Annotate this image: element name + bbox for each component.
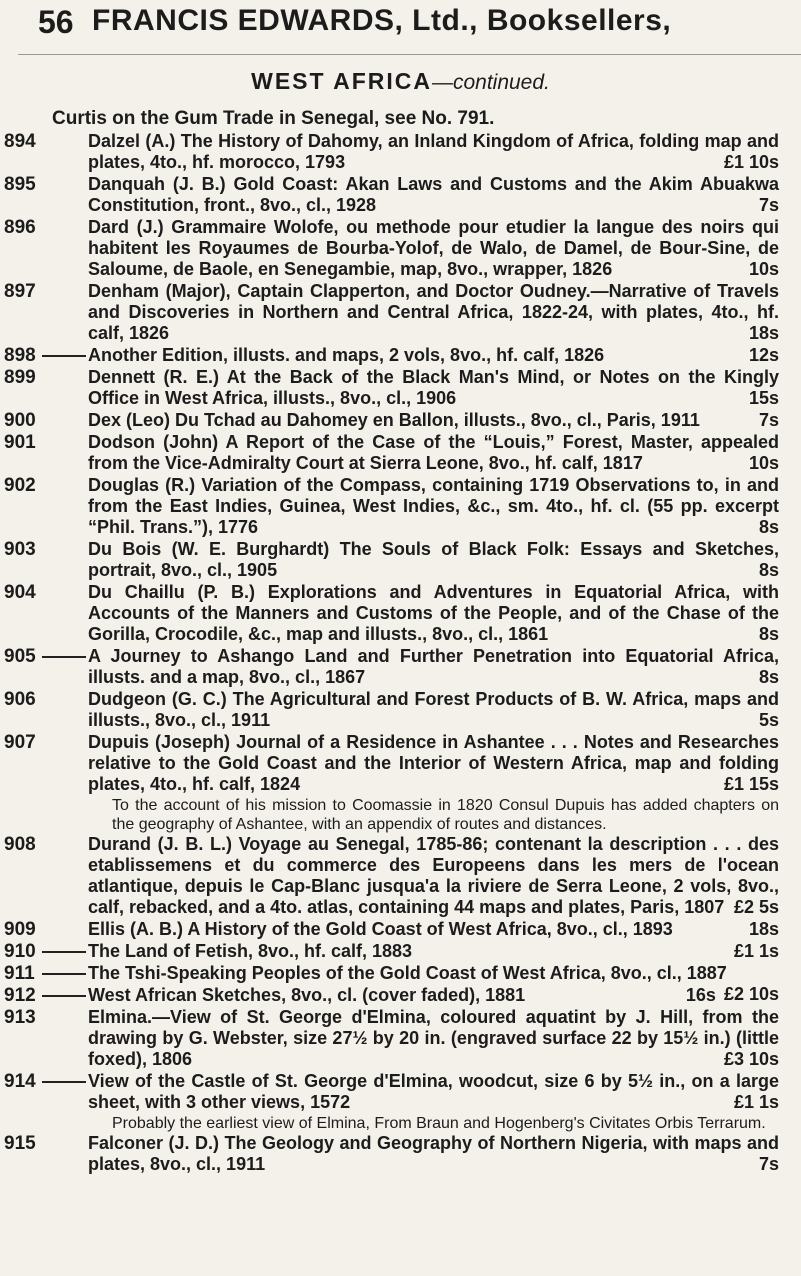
entry-description: Dex (Leo) Du Tchad au Dahomey en Ballon, illusts., 8vo., cl., Paris, 1911 — [88, 410, 700, 430]
section-heading — [0, 68, 801, 95]
entry-description: Another Edition, illusts. and maps, 2 vols, 8vo., hf. calf, 1826 — [88, 345, 605, 365]
entry-number: 903 — [4, 539, 36, 560]
entry-description: View of the Castle of St. George d'Elmina, woodcut, size 6 by 5½ in., on a large sheet, with 3 other views, 1572 — [88, 1071, 779, 1112]
entry-number: 900 — [4, 410, 36, 431]
entry-number: 910 — [4, 941, 36, 962]
entry-number: 896 — [4, 217, 36, 238]
entry-number: 897 — [4, 281, 36, 302]
page-header — [0, 4, 801, 44]
entry-price: 5s — [758, 710, 779, 730]
entry-price: 10s — [748, 453, 779, 473]
catalogue-entry — [4, 432, 779, 474]
entry-description: The Land of Fetish, 8vo., hf. calf, 1883 — [88, 941, 413, 961]
catalogue-entry — [4, 475, 779, 538]
catalogue-entry — [4, 281, 779, 344]
entry-price: £1 15s — [723, 774, 779, 794]
entry-description: Durand (J. B. L.) Voyage au Senegal, 1785-86; contenant la description . . . des etablissemens et du commerce des Europeens dans les mers de l'ocean atlantique, depuis le Cap-Blanc jusqua'a la riviere de Serra Leone, 2 vols, 8vo., calf, rebacked, and a 4to. atlas, containing 44 maps and plates, Paris, 1807 — [88, 834, 779, 917]
catalogue-entry — [4, 919, 779, 940]
catalogue-entry — [4, 345, 779, 366]
entry-number: 911 — [4, 963, 35, 984]
catalogue-entry — [4, 131, 779, 173]
entry-price: 18s — [748, 919, 779, 939]
entry-description: Du Chaillu (P. B.) Explorations and Adventures in Equatorial Africa, with Accounts of the Manners and Customs of the People, and of the Chase of the Gorilla, Crocodile, &c., map and illusts., 8vo., cl., 1861 — [88, 582, 779, 644]
entry-description: Elmina.—View of St. George d'Elmina, coloured aquatint by J. Hill, from the drawing by G. Webster, size 27½ by 20 in. (engraved surface 22 by 15½ in.) (little foxed), 1806 — [88, 1007, 779, 1069]
entry-price: 8s — [758, 560, 779, 580]
page-number: 56 — [38, 4, 74, 40]
entry-price: 15s — [748, 388, 779, 408]
entry-price: 8s — [758, 517, 779, 537]
entry-number: 895 — [4, 174, 36, 195]
catalogue-entry — [4, 985, 779, 1006]
entry-number: 915 — [4, 1133, 36, 1154]
entry-number: 914 — [4, 1071, 36, 1092]
entry-description: Du Bois (W. E. Burghardt) The Souls of Black Folk: Essays and Sketches, portrait, 8vo., cl., 1905 — [88, 539, 779, 580]
entry-number: 901 — [4, 432, 36, 453]
entry-description: A Journey to Ashango Land and Further Penetration into Equatorial Africa, illusts. and a map, 8vo., cl., 1867 — [88, 646, 779, 687]
catalogue-entry — [4, 367, 779, 409]
entry-description: Denham (Major), Captain Clapperton, and Doctor Oudney.—Narrative of Travels and Discoveries in Northern and Central Africa, 1822-24, with plates, 4to., hf. calf, 1826 — [88, 281, 779, 343]
entry-description: Falconer (J. D.) The Geology and Geography of Northern Nigeria, with maps and plates, 8vo., cl., 1911 — [88, 1133, 779, 1174]
entry-description: West African Sketches, 8vo., cl. (cover faded), 1881 — [88, 985, 526, 1005]
entry-price: £2 10s — [723, 984, 779, 1004]
entry-price: 8s — [758, 667, 779, 687]
entry-description: Ellis (A. B.) A History of the Gold Coast of West Africa, 8vo., cl., 1893 — [88, 919, 673, 939]
firm-name: FRANCIS EDWARDS, Ltd., Booksellers, — [92, 4, 672, 37]
ditto-dash — [42, 355, 86, 357]
catalogue-entry — [4, 834, 779, 918]
entry-price: 7s — [758, 410, 779, 430]
entry-number: 905 — [4, 646, 36, 667]
entry-price: 10s — [748, 259, 779, 279]
catalogue-entry — [4, 539, 779, 581]
ditto-dash — [42, 1081, 86, 1083]
entry-number: 907 — [4, 732, 36, 753]
entry-description: Danquah (J. B.) Gold Coast: Akan Laws and Customs and the Akim Abuakwa Constitution, front., 8vo., cl., 1928 — [88, 174, 779, 215]
entry-number: 912 — [4, 985, 36, 1006]
entry-price: £3 10s — [723, 1049, 779, 1069]
entry-description: Dard (J.) Grammaire Wolofe, ou methode pour etudier la langue des noirs qui habitent les Royaumes de Bourba-Yolof, de Walo, de Damel, de Bour-Sine, de Saloume, de Baole, en Senegambie, map, 8vo., wrapper, 1826 — [88, 217, 779, 279]
entry-number: 894 — [4, 131, 36, 152]
entry-list — [0, 108, 801, 1176]
catalogue-entry — [4, 689, 779, 731]
entry-description: Dudgeon (G. C.) The Agricultural and Forest Products of B. W. Africa, maps and illusts., 8vo., cl., 1911 — [88, 689, 779, 730]
entry-description: Dennett (R. E.) At the Back of the Black Man's Mind, or Notes on the Kingly Office in West Africa, illusts., 8vo., cl., 1906 — [88, 367, 779, 408]
entry-price: £1 1s — [733, 1092, 779, 1112]
entry-number: 904 — [4, 582, 36, 603]
entry-number: 908 — [4, 834, 36, 855]
entry-number: 906 — [4, 689, 36, 710]
entry-description: Dalzel (A.) The History of Dahomy, an Inland Kingdom of Africa, folding map and plates, 4to., hf. morocco, 1793 — [88, 131, 779, 172]
ditto-dash — [42, 951, 86, 953]
catalogue-entry — [4, 1071, 779, 1113]
ditto-dash — [42, 656, 86, 658]
entry-description: Douglas (R.) Variation of the Compass, containing 1719 Observations to, in and from the East Indies, Guinea, West Indies, &c., sm. 4to., hf. cl. (55 pp. excerpt “Phil. Trans.”), 1776 — [88, 475, 779, 537]
catalogue-entry — [4, 1133, 779, 1175]
entry-number: 913 — [4, 1007, 36, 1028]
catalogue-entry — [4, 410, 779, 431]
entry-description: Dodson (John) A Report of the Case of the “Louis,” Forest, Master, appealed from the Vice-Admiralty Court at Sierra Leone, 8vo., hf. calf, 1817 — [88, 432, 779, 473]
entry-price: 16s — [685, 985, 716, 1005]
entry-price: £2 5s — [733, 897, 779, 917]
entry-note: To the account of his mission to Coomassie in 1820 Consul Dupuis has added chapters on the geography of Ashantee, with an appendix of routes and distances. — [112, 797, 779, 833]
catalogue-entry — [4, 732, 779, 795]
catalogue-entry — [4, 582, 779, 645]
header-rule — [18, 54, 801, 55]
entry-price: £1 10s — [723, 152, 779, 172]
section-title: WEST AFRICA — [251, 68, 432, 94]
entry-price: 7s — [758, 1154, 779, 1174]
entry-price: 18s — [748, 323, 779, 343]
entry-price: 8s — [758, 624, 779, 644]
entry-description: Dupuis (Joseph) Journal of a Residence in Ashantee . . . Notes and Researches relative to the Gold Coast and the Interior of Western Africa, map and folding plates, 4to., hf. calf, 1824 — [88, 732, 779, 794]
catalogue-entry — [4, 217, 779, 280]
catalogue-entry — [4, 646, 779, 688]
catalogue-entry — [4, 941, 779, 962]
entry-number: 902 — [4, 475, 36, 496]
catalogue-entry — [4, 1007, 779, 1070]
entry-price: 7s — [758, 195, 779, 215]
section-continued: —continued. — [431, 71, 550, 94]
ditto-dash — [42, 973, 86, 975]
entry-number: 898 — [4, 345, 36, 366]
entry-number: 909 — [4, 919, 36, 940]
entry-description: The Tshi-Speaking Peoples of the Gold Coast of West Africa, 8vo., cl., 1887 — [88, 963, 727, 983]
entry-price: £1 1s — [733, 941, 779, 961]
catalogue-entry — [4, 174, 779, 216]
entry-price: 12s — [748, 345, 779, 365]
entry-number: 899 — [4, 367, 36, 388]
entry-note: Probably the earliest view of Elmina, From Braun and Hogenberg's Civitates Orbis Terrarum. — [112, 1115, 766, 1132]
ditto-dash — [42, 995, 86, 997]
cross-reference: Curtis on the Gum Trade in Senegal, see No. 791. — [52, 108, 495, 129]
